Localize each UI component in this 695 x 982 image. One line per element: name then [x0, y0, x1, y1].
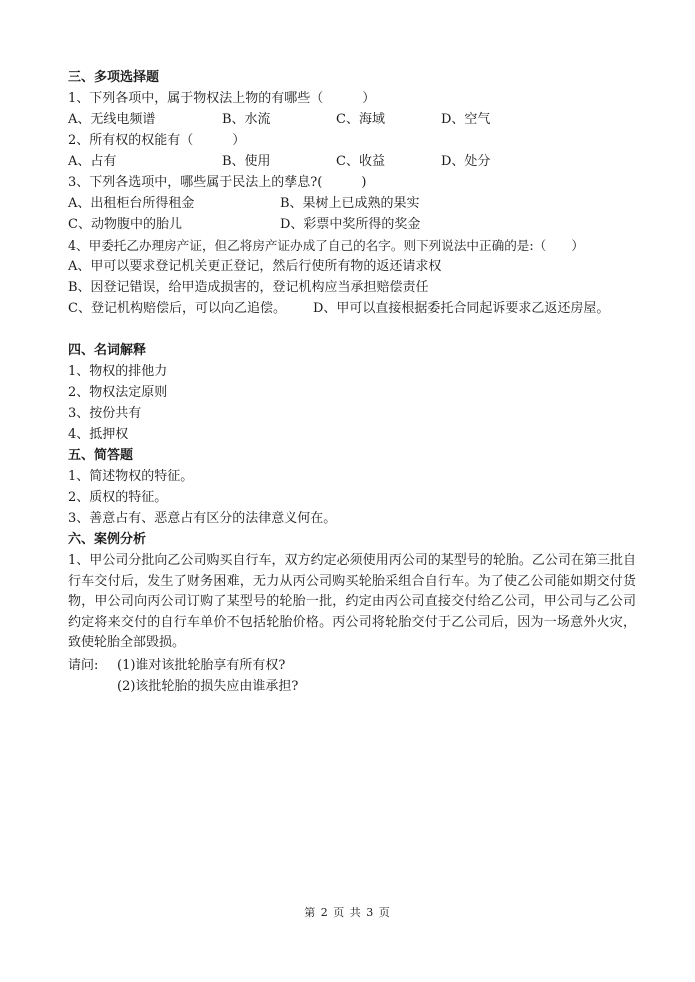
- option-b: B、因登记错误，给甲造成损害的，登记机构应当承担赔偿责任: [68, 280, 429, 295]
- option-c: C、收益: [336, 154, 385, 169]
- question-3-3: 3、下列各选项中，哪些属于民法上的孳息?( ): [68, 175, 367, 190]
- option-a: A、占有: [68, 154, 117, 169]
- option-d: D、彩票中奖所得的奖金: [280, 217, 421, 232]
- option-c: C、动物腹中的胎儿: [68, 217, 182, 232]
- question-3-2: 2、所有权的权能有（ ）: [68, 133, 246, 148]
- section-3-heading: 三、多项选择题: [68, 70, 160, 85]
- question-3-3-options-row1: [68, 194, 628, 214]
- section-5-heading: 五、简答题: [68, 448, 134, 463]
- option-b: B、水流: [222, 112, 271, 127]
- term-item-3: 3、按份共有: [68, 406, 142, 421]
- question-3-3-options-row2: [68, 215, 628, 235]
- question-3-1-options: [68, 110, 628, 130]
- short-answer-2: 2、质权的特征。: [68, 490, 168, 505]
- question-3-1: 1、下列各项中，属于物权法上物的有哪些（ ）: [68, 91, 376, 106]
- short-answer-1: 1、简述物权的特征。: [68, 469, 194, 484]
- term-item-1: 1、物权的排他力: [68, 364, 168, 379]
- option-c: C、登记机构赔偿后，可以向乙追偿。: [68, 301, 286, 316]
- question-3-2-options: [68, 152, 628, 172]
- option-a: A、甲可以要求登记机关更正登记，然后行使所有物的返还请求权: [68, 259, 442, 274]
- case-question-2: (2)该批轮胎的损失应由谁承担?: [117, 679, 299, 694]
- option-a: A、无线电频谱: [68, 112, 156, 127]
- option-d: D、处分: [441, 154, 491, 169]
- case-paragraph: 1、甲公司分批向乙公司购买自行车，双方约定必须使用丙公司的某型号的轮胎。乙公司在第三批自行车交付后，发生了财务困难，无力从丙公司购买轮胎采组合自行车。为了使乙公司能如期交付货物，甲公司向丙公司订购了某型号的轮胎一批，约定由丙公司直接交付给乙公司，甲公司与乙公司约定将来交付的自行车单价不包括轮胎价格。丙公司将轮胎交付于乙公司后，因为一场意外火灾，致使轮胎全部毁损。: [68, 553, 636, 650]
- option-b: B、使用: [222, 154, 271, 169]
- case-question-1: (1)谁对该批轮胎享有所有权?: [117, 658, 286, 673]
- option-d: D、甲可以直接根据委托合同起诉要求乙返还房屋。: [313, 301, 610, 316]
- question-3-4: 4、甲委托乙办理房产证，但乙将房产证办成了自己的名字。则下列说法中正确的是:（ ）: [68, 238, 585, 253]
- page-number-footer: 第 2 页 共 3 页: [304, 906, 391, 919]
- term-item-2: 2、物权法定原则: [68, 385, 168, 400]
- section-6-heading: 六、案例分析: [68, 532, 147, 547]
- term-item-4: 4、抵押权: [68, 427, 129, 442]
- short-answer-3: 3、善意占有、恶意占有区分的法律意义何在。: [68, 511, 337, 526]
- question-3-4-options-row3: [68, 299, 636, 319]
- option-c: C、海域: [336, 112, 385, 127]
- ask-label: 请问:: [68, 658, 99, 673]
- option-d: D、空气: [441, 112, 491, 127]
- option-b: B、果树上已成熟的果实: [280, 196, 420, 211]
- section-4-heading: 四、名词解释: [68, 343, 147, 358]
- option-a: A、出租柜台所得租金: [68, 196, 195, 211]
